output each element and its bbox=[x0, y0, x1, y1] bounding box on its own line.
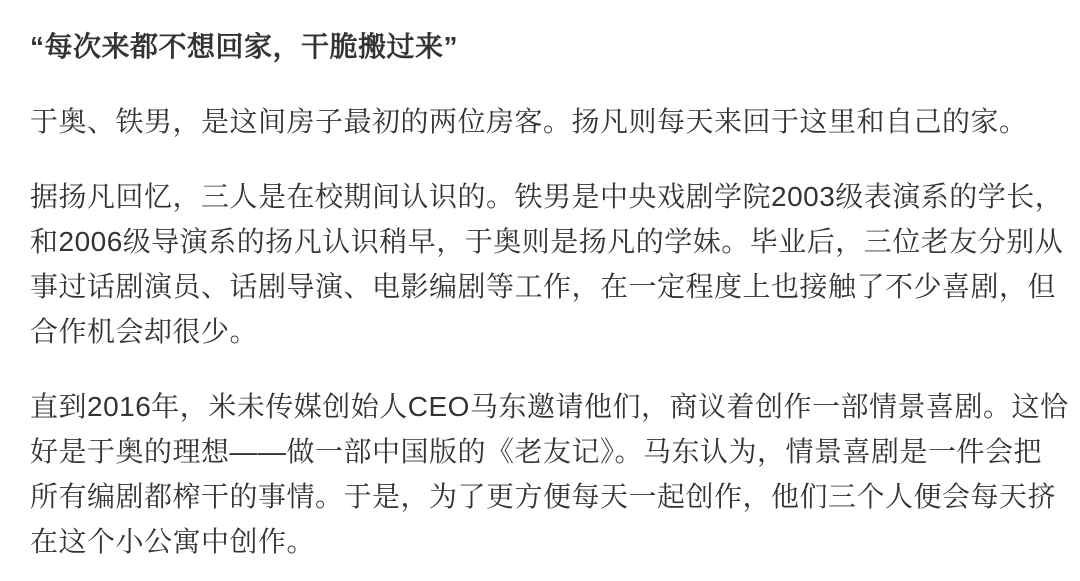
article-heading: “每次来都不想回家，干脆搬过来” bbox=[30, 31, 459, 62]
text-line: 于奥、铁男，是这间房子最初的两位房客。扬凡则每天来回于这里和自己的家。 bbox=[30, 106, 1028, 137]
text-line: 事过话剧演员、话剧导演、电影编剧等工作，在一定程度上也接触了不少喜剧，但 bbox=[30, 271, 1057, 302]
text-line: 和2006级导演系的扬凡认识稍早，于奥则是扬凡的学妹。毕业后，三位老友分别从 bbox=[30, 226, 1064, 257]
paragraph-1 bbox=[30, 99, 1050, 144]
text-line: 据扬凡回忆，三人是在校期间认识的。铁男是中央戏剧学院2003级表演系的学长， bbox=[30, 181, 1064, 212]
text-line: 所有编剧都榨干的事情。于是，为了更方便每天一起创作，他们三个人便会每天挤 bbox=[30, 481, 1057, 512]
paragraph-3 bbox=[30, 384, 1069, 564]
paragraph-2 bbox=[30, 174, 1064, 354]
text-line: 好是于奥的理想——做一部中国版的《老友记》。马东认为，情景喜剧是一件会把 bbox=[30, 436, 1043, 467]
text-line: 在这个小公寓中创作。 bbox=[30, 526, 316, 557]
text-line: 合作机会却很少。 bbox=[30, 316, 259, 347]
text-line: 直到2016年，米未传媒创始人CEO马东邀请他们，商议着创作一部情景喜剧。这恰 bbox=[30, 391, 1069, 422]
